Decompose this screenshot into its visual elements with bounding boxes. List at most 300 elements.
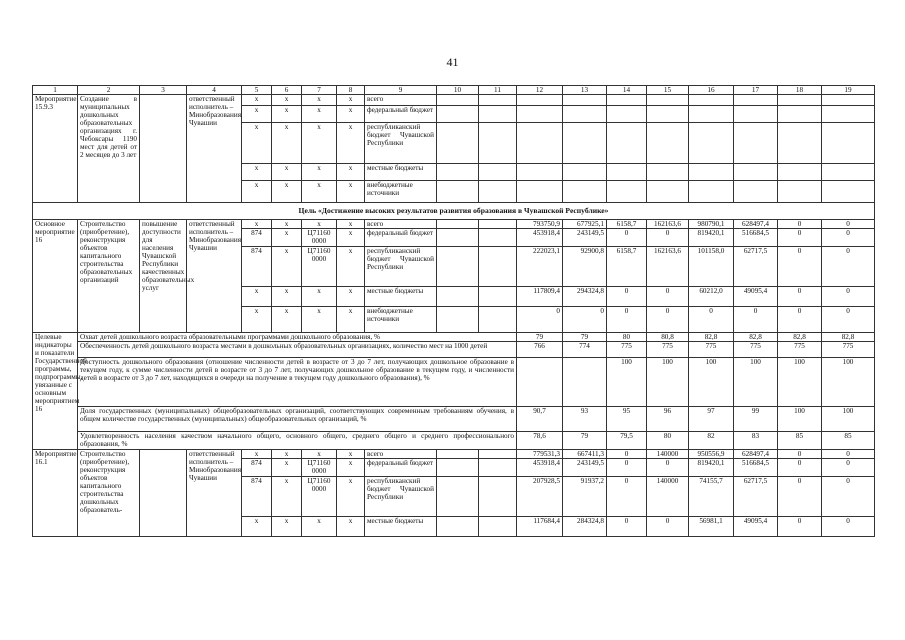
measure-goal: повышение доступности для населения Чувашской Республики качественных образовательных услуг [140, 220, 187, 333]
target-value: 90,7 [517, 407, 563, 432]
value-cell: x [302, 450, 337, 459]
target-row [33, 432, 875, 450]
target-value [517, 358, 563, 407]
value-cell [479, 95, 517, 106]
value-cell [734, 95, 778, 106]
value-cell: x [272, 247, 302, 287]
value-cell [437, 247, 479, 287]
column-header: 4 [187, 86, 242, 95]
funding-source: внебюджетные источники [365, 307, 437, 333]
value-cell: x [272, 450, 302, 459]
value-cell [437, 181, 479, 203]
value-cell [822, 164, 875, 181]
value-cell [517, 106, 563, 123]
value-cell [647, 106, 689, 123]
value-cell: 140000 [647, 450, 689, 459]
value-cell: x [242, 307, 272, 333]
value-cell [689, 164, 734, 181]
value-cell: 140000 [647, 477, 689, 517]
value-cell [479, 220, 517, 229]
target-value: 100 [822, 407, 875, 432]
value-cell: 0 [778, 459, 822, 477]
value-cell: x [242, 517, 272, 537]
value-cell [607, 164, 647, 181]
value-cell: 980790,1 [689, 220, 734, 229]
value-cell [734, 106, 778, 123]
column-header: 6 [272, 86, 302, 95]
value-cell: x [337, 229, 365, 247]
value-cell: 0 [607, 459, 647, 477]
target-value: 99 [734, 407, 778, 432]
value-cell [479, 517, 517, 537]
funding-source: республиканский бюджет Чувашской Республики [365, 123, 437, 164]
value-cell [822, 95, 875, 106]
value-cell: Ц71160 0000 [302, 229, 337, 247]
value-cell: 677925,1 [563, 220, 607, 229]
value-cell: x [302, 181, 337, 203]
table-row [33, 450, 875, 459]
value-cell [479, 247, 517, 287]
funding-source: всего [365, 450, 437, 459]
value-cell: 0 [607, 450, 647, 459]
target-value: 82,8 [778, 333, 822, 342]
value-cell: 6158,7 [607, 220, 647, 229]
value-cell: 0 [647, 517, 689, 537]
value-cell: 0 [607, 307, 647, 333]
page-number: 41 [446, 55, 459, 69]
value-cell: 0 [822, 450, 875, 459]
value-cell [437, 450, 479, 459]
value-cell: 6158,7 [607, 247, 647, 287]
target-value: 80 [647, 432, 689, 450]
target-value: 95 [607, 407, 647, 432]
target-value: 96 [647, 407, 689, 432]
value-cell: x [302, 95, 337, 106]
value-cell: 222023,1 [517, 247, 563, 287]
value-cell [479, 123, 517, 164]
value-cell [689, 181, 734, 203]
value-cell [437, 95, 479, 106]
target-value: 83 [734, 432, 778, 450]
value-cell [437, 164, 479, 181]
value-cell: 0 [822, 247, 875, 287]
value-cell: 628497,4 [734, 220, 778, 229]
value-cell: x [337, 220, 365, 229]
value-cell: x [302, 307, 337, 333]
funding-source: федеральный бюджет [365, 229, 437, 247]
column-header: 3 [140, 86, 187, 95]
column-header: 17 [734, 86, 778, 95]
value-cell [607, 123, 647, 164]
targets-label: Целевые индикаторы и показатели Государственной программы, подпрограммы, увязанные с основным мероприятием 16 [33, 333, 78, 450]
value-cell: x [272, 106, 302, 123]
value-cell [607, 181, 647, 203]
value-cell: 0 [647, 229, 689, 247]
value-cell: 819420,1 [689, 229, 734, 247]
value-cell: 56981,1 [689, 517, 734, 537]
measure-code: Мероприятие 15.9.3 [33, 95, 78, 203]
value-cell: 516684,5 [734, 229, 778, 247]
target-value: 93 [563, 407, 607, 432]
target-value: 80 [607, 333, 647, 342]
measure-goal [140, 95, 187, 203]
value-cell [437, 287, 479, 307]
value-cell [479, 164, 517, 181]
target-row [33, 407, 875, 432]
value-cell [437, 229, 479, 247]
value-cell: x [272, 459, 302, 477]
funding-source: федеральный бюджет [365, 459, 437, 477]
value-cell: x [272, 220, 302, 229]
value-cell [563, 106, 607, 123]
value-cell [563, 164, 607, 181]
value-cell: 0 [822, 229, 875, 247]
value-cell: 60212,0 [689, 287, 734, 307]
column-header: 2 [78, 86, 140, 95]
value-cell [647, 95, 689, 106]
value-cell [734, 164, 778, 181]
target-text: Обеспеченность детей дошкольного возраста местами в дошкольных образовательных организациях, количество мест на 1000 детей [78, 342, 517, 358]
target-value: 80,8 [647, 333, 689, 342]
value-cell [822, 106, 875, 123]
value-cell [689, 123, 734, 164]
value-cell: x [242, 181, 272, 203]
target-value: 100 [778, 358, 822, 407]
value-cell [437, 477, 479, 517]
value-cell: 92900,8 [563, 247, 607, 287]
value-cell: 162163,6 [647, 220, 689, 229]
value-cell: 0 [822, 477, 875, 517]
target-value: 775 [689, 342, 734, 358]
value-cell: x [337, 450, 365, 459]
target-value: 775 [822, 342, 875, 358]
value-cell: 0 [778, 517, 822, 537]
value-cell: x [272, 477, 302, 517]
value-cell: 294324,8 [563, 287, 607, 307]
target-value: 774 [563, 342, 607, 358]
value-cell: 0 [647, 307, 689, 333]
value-cell: 243149,5 [563, 459, 607, 477]
value-cell [607, 106, 647, 123]
target-value: 82,8 [689, 333, 734, 342]
value-cell: x [272, 307, 302, 333]
value-cell [479, 307, 517, 333]
value-cell: 453918,4 [517, 229, 563, 247]
target-value: 82,8 [734, 333, 778, 342]
funding-source: всего [365, 220, 437, 229]
value-cell [822, 181, 875, 203]
value-cell: 874 [242, 247, 272, 287]
measure-name: Строительство (приобретение), реконструкция объектов капитального строительства дошкольных образователь- [78, 450, 140, 537]
value-cell: 0 [778, 247, 822, 287]
value-cell [437, 123, 479, 164]
target-value: 78,6 [517, 432, 563, 450]
funding-source: республиканский бюджет Чувашской Республики [365, 247, 437, 287]
value-cell [479, 459, 517, 477]
measure-code: Мероприятие 16.1 [33, 450, 78, 537]
value-cell [563, 123, 607, 164]
value-cell: 49095,4 [734, 287, 778, 307]
value-cell: x [337, 123, 365, 164]
value-cell: 0 [778, 220, 822, 229]
value-cell [517, 95, 563, 106]
value-cell: 62717,5 [734, 247, 778, 287]
value-cell: 49095,4 [734, 517, 778, 537]
column-header: 11 [479, 86, 517, 95]
value-cell: 819420,1 [689, 459, 734, 477]
program-table [32, 85, 875, 537]
column-header: 5 [242, 86, 272, 95]
value-cell: 874 [242, 477, 272, 517]
value-cell: 0 [517, 307, 563, 333]
target-row [33, 358, 875, 407]
value-cell [778, 106, 822, 123]
value-cell: 0 [689, 307, 734, 333]
value-cell [647, 181, 689, 203]
value-cell [778, 123, 822, 164]
value-cell: 0 [563, 307, 607, 333]
value-cell: 74155,7 [689, 477, 734, 517]
value-cell: 0 [607, 517, 647, 537]
value-cell [563, 95, 607, 106]
value-cell [437, 106, 479, 123]
value-cell [734, 123, 778, 164]
value-cell: x [337, 517, 365, 537]
value-cell [479, 181, 517, 203]
value-cell: x [242, 106, 272, 123]
column-header: 10 [437, 86, 479, 95]
target-text: Доступность дошкольного образования (отношение численности детей в возрасте от 3 до 7 лет, получающих дошкольное образование в текущем году, к сумме численности детей в возрасте от 3 до 7 лет, получающих дошкольное образование в текущем году, и численности детей в возрасте от 3 до 7 лет, находящихся в очереди на получение в текущем году дошкольного образования), % [78, 358, 517, 407]
value-cell [647, 164, 689, 181]
value-cell: Ц71160 0000 [302, 477, 337, 517]
target-value: 775 [734, 342, 778, 358]
target-value: 82,8 [822, 333, 875, 342]
column-header: 12 [517, 86, 563, 95]
value-cell: 779531,3 [517, 450, 563, 459]
value-cell: 0 [607, 229, 647, 247]
measure-name: Строительство (приобретение), реконструкция объектов капитального строительства образовательных организаций [78, 220, 140, 333]
funding-source: местные бюджеты [365, 287, 437, 307]
target-value: 100 [734, 358, 778, 407]
measure-executor: ответственный исполнитель – Минобразования Чувашии [187, 450, 242, 537]
funding-source: местные бюджеты [365, 164, 437, 181]
value-cell: 0 [607, 477, 647, 517]
value-cell: 950556,9 [689, 450, 734, 459]
value-cell: 0 [822, 307, 875, 333]
target-value: 79 [563, 333, 607, 342]
value-cell: 0 [647, 459, 689, 477]
value-cell: x [242, 287, 272, 307]
value-cell: 243149,5 [563, 229, 607, 247]
value-cell: x [272, 123, 302, 164]
column-header: 9 [365, 86, 437, 95]
value-cell [479, 106, 517, 123]
value-cell: x [337, 106, 365, 123]
value-cell: 874 [242, 459, 272, 477]
value-cell: Ц71160 0000 [302, 459, 337, 477]
column-header: 8 [337, 86, 365, 95]
value-cell: 0 [778, 307, 822, 333]
value-cell [437, 220, 479, 229]
value-cell: 162163,6 [647, 247, 689, 287]
value-cell [437, 459, 479, 477]
value-cell: 101158,0 [689, 247, 734, 287]
value-cell [689, 95, 734, 106]
value-cell: 0 [647, 287, 689, 307]
value-cell [517, 164, 563, 181]
value-cell: 62717,5 [734, 477, 778, 517]
value-cell: 0 [734, 307, 778, 333]
value-cell: x [242, 220, 272, 229]
value-cell: x [337, 95, 365, 106]
target-value: 85 [822, 432, 875, 450]
value-cell: x [302, 287, 337, 307]
funding-source: местные бюджеты [365, 517, 437, 537]
target-text: Доля государственных (муниципальных) общеобразовательных организаций, соответствующих современным требованиям обучения, в общем количестве государственных (муниципальных) общеобразовательных организаций, % [78, 407, 517, 432]
value-cell: 453918,4 [517, 459, 563, 477]
measure-executor: ответственный исполнитель – Минобразования Чувашии [187, 95, 242, 203]
target-row [33, 342, 875, 358]
value-cell: 0 [822, 287, 875, 307]
value-cell: x [337, 307, 365, 333]
value-cell: x [337, 181, 365, 203]
value-cell: 874 [242, 229, 272, 247]
value-cell [734, 181, 778, 203]
funding-source: республиканский бюджет Чувашской Республики [365, 477, 437, 517]
value-cell: x [337, 164, 365, 181]
value-cell: x [337, 459, 365, 477]
column-header: 7 [302, 86, 337, 95]
target-value: 79,5 [607, 432, 647, 450]
goal-title: Цель «Достижение высоких результатов развития образования в Чувашской Республике» [33, 203, 875, 220]
funding-source: федеральный бюджет [365, 106, 437, 123]
value-cell: x [302, 220, 337, 229]
funding-source: внебюджетные источники [365, 181, 437, 203]
target-value: 775 [607, 342, 647, 358]
value-cell: x [337, 287, 365, 307]
target-value: 85 [778, 432, 822, 450]
value-cell [437, 307, 479, 333]
value-cell: x [242, 123, 272, 164]
value-cell [479, 477, 517, 517]
target-value [563, 358, 607, 407]
value-cell: x [242, 450, 272, 459]
measure-executor: ответственный исполнитель – Минобразования Чувашии [187, 220, 242, 333]
value-cell: 0 [607, 287, 647, 307]
value-cell: 0 [778, 450, 822, 459]
value-cell [607, 95, 647, 106]
value-cell [778, 164, 822, 181]
target-value: 100 [778, 407, 822, 432]
value-cell: x [242, 164, 272, 181]
value-cell: 667411,3 [563, 450, 607, 459]
value-cell: x [302, 106, 337, 123]
table-row [33, 220, 875, 229]
value-cell [822, 123, 875, 164]
target-value: 100 [689, 358, 734, 407]
value-cell [479, 287, 517, 307]
column-header: 1 [33, 86, 78, 95]
value-cell [778, 181, 822, 203]
value-cell: x [242, 95, 272, 106]
target-value: 100 [607, 358, 647, 407]
target-value: 79 [517, 333, 563, 342]
target-value: 775 [647, 342, 689, 358]
target-value: 100 [647, 358, 689, 407]
value-cell: x [272, 181, 302, 203]
value-cell [517, 181, 563, 203]
value-cell: 0 [778, 477, 822, 517]
value-cell: Ц71160 0000 [302, 247, 337, 287]
target-value: 79 [563, 432, 607, 450]
target-text: Удовлетворенность населения качеством начального общего, основного общего, среднего общего и среднего профессионального образования, % [78, 432, 517, 450]
column-header: 14 [607, 86, 647, 95]
value-cell [647, 123, 689, 164]
column-header: 18 [778, 86, 822, 95]
table-row [33, 95, 875, 106]
value-cell: 284324,8 [563, 517, 607, 537]
column-header: 16 [689, 86, 734, 95]
target-value: 97 [689, 407, 734, 432]
value-cell: x [272, 229, 302, 247]
value-cell: 0 [778, 229, 822, 247]
value-cell: 516684,5 [734, 459, 778, 477]
value-cell: 91937,2 [563, 477, 607, 517]
value-cell [778, 95, 822, 106]
measure-goal [140, 450, 187, 537]
funding-source: всего [365, 95, 437, 106]
value-cell [479, 450, 517, 459]
value-cell: 0 [822, 517, 875, 537]
measure-name: Создание в муниципальных дошкольных образовательных организациях г. Чебоксары 1190 мест для детей от 2 месяцев до 3 лет [78, 95, 140, 203]
column-header: 15 [647, 86, 689, 95]
measure-code: Основное мероприятие 16 [33, 220, 78, 333]
value-cell: 628497,4 [734, 450, 778, 459]
value-cell: 117684,4 [517, 517, 563, 537]
value-cell: x [302, 164, 337, 181]
value-cell: 117809,4 [517, 287, 563, 307]
value-cell: x [337, 477, 365, 517]
goal-row [33, 203, 875, 220]
target-value: 766 [517, 342, 563, 358]
value-cell: x [302, 123, 337, 164]
column-header: 13 [563, 86, 607, 95]
value-cell [437, 517, 479, 537]
value-cell: x [337, 247, 365, 287]
target-row [33, 333, 875, 342]
value-cell: x [272, 164, 302, 181]
value-cell: x [272, 517, 302, 537]
value-cell: 0 [822, 459, 875, 477]
target-text: Охват детей дошкольного возраста образовательными программами дошкольного образования, % [78, 333, 517, 342]
value-cell [689, 106, 734, 123]
target-value: 775 [778, 342, 822, 358]
target-value: 100 [822, 358, 875, 407]
value-cell: 793750,9 [517, 220, 563, 229]
value-cell: x [272, 287, 302, 307]
value-cell [517, 123, 563, 164]
value-cell: 0 [778, 287, 822, 307]
value-cell [563, 181, 607, 203]
value-cell: x [272, 95, 302, 106]
value-cell [479, 229, 517, 247]
column-header: 19 [822, 86, 875, 95]
value-cell: x [302, 517, 337, 537]
value-cell: 207928,5 [517, 477, 563, 517]
value-cell: 0 [822, 220, 875, 229]
target-value: 82 [689, 432, 734, 450]
header-row [33, 86, 875, 95]
